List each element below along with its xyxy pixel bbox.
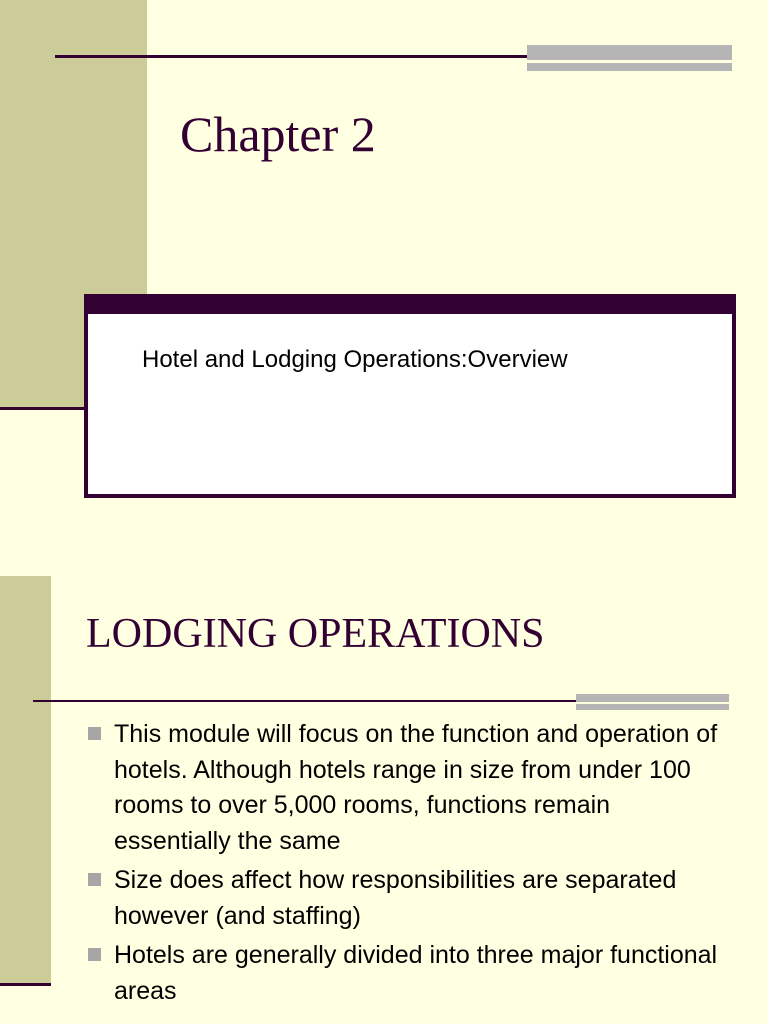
list-item: [86, 863, 726, 934]
bullet-text: Size does affect how responsibilities are separated however (and staffing): [114, 866, 677, 930]
slide-2: [0, 522, 768, 1024]
sidebar-band: [0, 576, 51, 986]
left-rule: [0, 407, 86, 410]
accent-bar: [576, 694, 729, 710]
square-bullet-icon: [88, 727, 101, 740]
subtitle-box: [84, 294, 736, 498]
accent-bar: [527, 45, 732, 71]
list-item: [86, 717, 726, 859]
square-bullet-icon: [88, 873, 101, 886]
slide-subtitle: Hotel and Lodging Operations:Overview: [142, 346, 568, 373]
slide-title: Chapter 2: [180, 106, 376, 162]
bottom-rule: [0, 983, 51, 986]
bullet-list: [86, 717, 726, 1013]
bullet-text: Hotels are generally divided into three major functional areas: [114, 941, 718, 1005]
list-item: [86, 938, 726, 1009]
bullet-text: This module will focus on the function and operation of hotels. Although hotels range in size from under 100 rooms to over 5,000 rooms, functions remain essentially the same: [114, 720, 718, 855]
square-bullet-icon: [88, 948, 101, 961]
slide-title: LODGING OPERATIONS: [86, 611, 545, 657]
